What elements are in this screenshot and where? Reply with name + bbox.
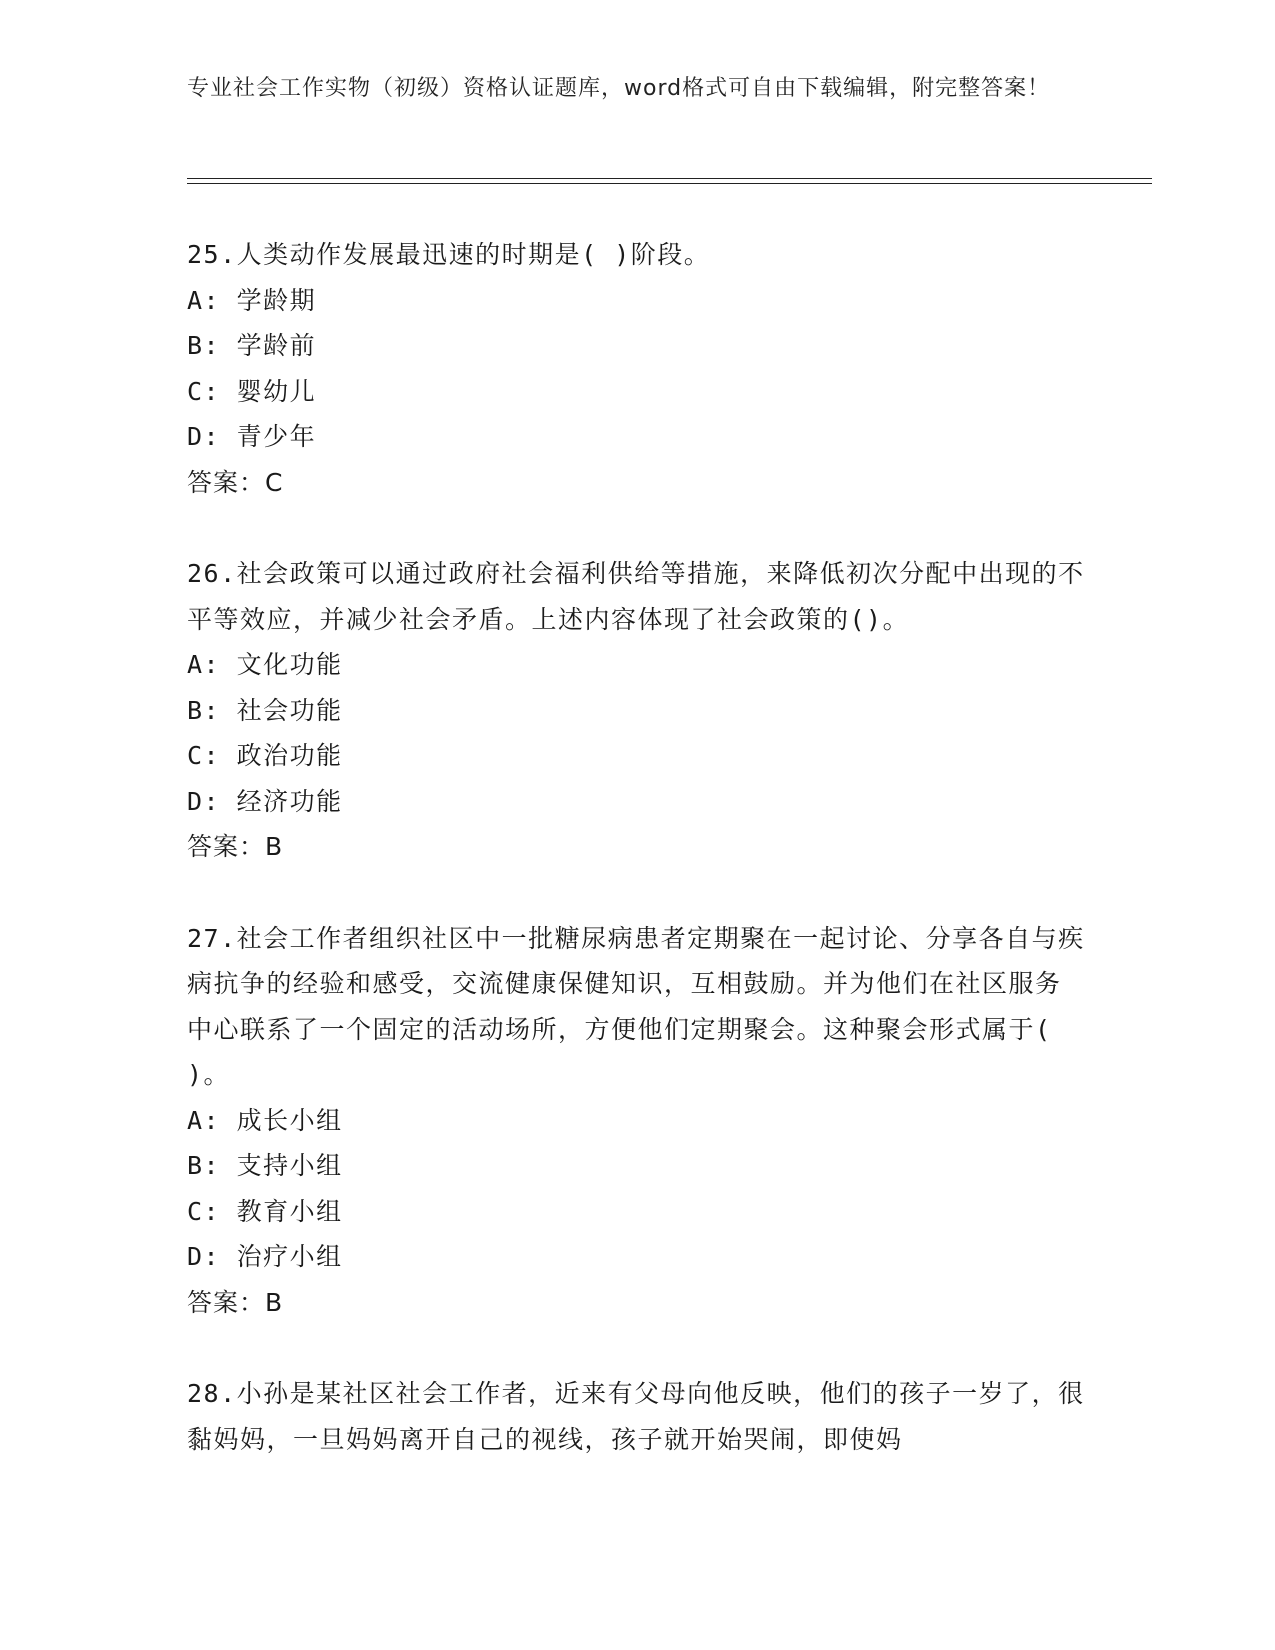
option-b: B: 支持小组 [187, 1151, 343, 1180]
answer-line [187, 460, 1087, 506]
option-a: A: 学龄期 [187, 285, 317, 315]
option-b: B: 社会功能 [187, 695, 343, 725]
question-stem: 28.小孙是某社区社会工作者，近来有父母向他反映，他们的孩子一岁了，很黏妈妈，一旦妈妈离开自己的视线，孩子就开始哭闹，即使妈 [187, 1379, 1085, 1454]
option-d: D: 治疗小组 [187, 1242, 343, 1271]
option-c: C: 婴幼儿 [187, 376, 317, 406]
question-list [187, 232, 1087, 1508]
option-c: C: 教育小组 [187, 1196, 343, 1226]
answer-value: B [265, 832, 283, 861]
question-26 [187, 551, 1087, 870]
answer-line [187, 824, 1087, 870]
answer-value: C [265, 467, 283, 497]
question-27 [187, 916, 1087, 1326]
option-a: A: 成长小组 [187, 1105, 343, 1135]
header-divider-top [187, 178, 1152, 179]
option-d: D: 青少年 [187, 422, 317, 451]
option-a: A: 文化功能 [187, 650, 343, 679]
question-stem: 25.人类动作发展最迅速的时期是( )阶段。 [187, 240, 711, 269]
option-c: C: 政治功能 [187, 741, 343, 770]
question-stem: 26.社会政策可以通过政府社会福利供给等措施，来降低初次分配中出现的不平等效应，并减少社会矛盾。上述内容体现了社会政策的()。 [187, 559, 1085, 634]
question-stem: 27.社会工作者组织社区中一批糖尿病患者定期聚在一起讨论、分享各自与疾病抗争的经验和感受，交流健康保健知识，互相鼓励。并为他们在社区服务中心联系了一个固定的活动场所，方便他们定期聚会。这种聚会形式属于( )。 [187, 923, 1085, 1089]
question-25 [187, 232, 1087, 505]
answer-line [187, 1280, 1087, 1326]
answer-value: B [265, 1287, 283, 1317]
answer-label: 答案： [187, 467, 266, 497]
header-divider-bottom [187, 183, 1152, 184]
option-d: D: 经济功能 [187, 786, 343, 816]
answer-label: 答案： [187, 1287, 266, 1317]
document-header: 专业社会工作实物（初级）资格认证题库，word格式可自由下载编辑，附完整答案！ [187, 76, 1051, 101]
answer-label: 答案： [187, 832, 266, 861]
option-b: B: 学龄前 [187, 331, 317, 360]
question-28 [187, 1371, 1087, 1462]
